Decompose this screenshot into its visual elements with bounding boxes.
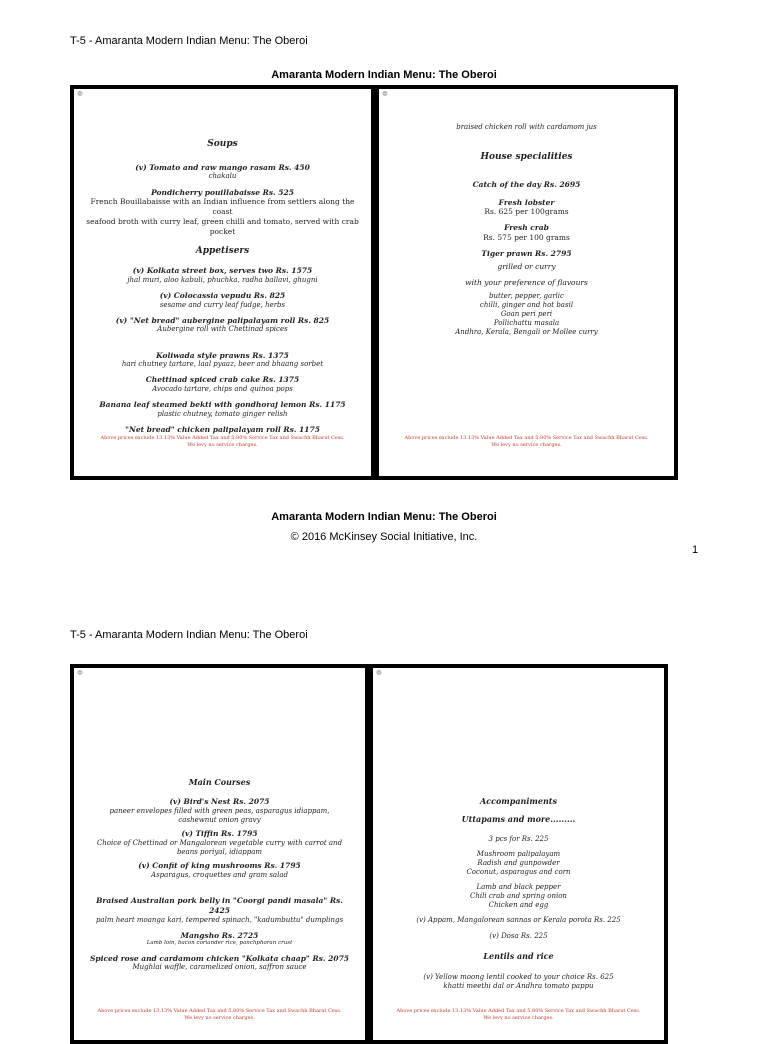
uttapam-option: Coconut, asparagus and corn xyxy=(466,868,571,877)
section-heading-appetisers: Appetisers xyxy=(195,246,250,257)
dish-description: hari chutney tartare, laal pyaaz, beer and bhaang sorbet xyxy=(121,360,324,369)
dish-description: cashewnut onion gravy xyxy=(178,816,261,825)
flower-icon: ❁ xyxy=(382,90,388,98)
document-title: Amaranta Modern Indian Menu: The Oberoi xyxy=(271,69,497,81)
price-footnote xyxy=(381,1008,656,1022)
section-heading-soups: Soups xyxy=(207,139,238,149)
dish-description: sesame and curry leaf fudge, herbs xyxy=(159,300,286,309)
dish-description: jhal muri, aloo kabuli, phuchka, radha ballavi, ghugni xyxy=(127,275,318,284)
menu-panel-main-courses xyxy=(70,664,369,1044)
dish-title: (v) Bird's Nest Rs. 2075 xyxy=(169,797,270,807)
dish-description: seafood broth with curry leaf, green chilli and tomato, served with crab pocket xyxy=(86,216,359,236)
menu-panel-soups-appetisers xyxy=(70,85,375,480)
dish-title: Tiger prawn Rs. 2795 xyxy=(481,248,572,258)
dish-description: Aubergine roll with Chettinad spices xyxy=(157,325,288,334)
dish-description: grilled or curry xyxy=(497,262,556,272)
dish-title: Mangsho Rs. 2725 xyxy=(180,930,259,940)
price-footnote xyxy=(82,435,363,449)
dish-title: (v) Tomato and raw mango rasam Rs. 450 xyxy=(135,162,310,172)
footer-title: Amaranta Modern Indian Menu: The Oberoi xyxy=(271,511,497,523)
dish-title: Spiced rose and cardamom chicken "Kolkata chaap" Rs. 2075 xyxy=(89,953,350,963)
dish-title: (v) Yellow moong lentil cooked to your choice Rs. 625 xyxy=(423,973,614,982)
flower-icon: ❁ xyxy=(77,90,83,98)
dish-description: Asparagus, croquettes and gram salad xyxy=(151,871,288,880)
dish-title: Chettinad spiced crab cake Rs. 1375 xyxy=(145,375,300,385)
subheading-uttapams: Uttapams and more......... xyxy=(461,814,576,825)
footnote-line: We levy no service charges. xyxy=(491,441,562,448)
dish-description: braised chicken roll with cardamom jus xyxy=(456,123,597,131)
dish-title: (v) Appam, Mangalorean sannas or Kerala porota Rs. 225 xyxy=(416,916,621,925)
dish-title: (v) "Net bread" aubergine palipalayam roll Rs. 825 xyxy=(115,315,330,325)
footnote-line: We levy no service charges. xyxy=(184,1014,255,1021)
dish-title: Fresh crab xyxy=(504,223,549,233)
dish-description: paneer envelopes filled with green peas, asparagus idiappam, xyxy=(109,807,330,816)
dish-title: Pondicherry pouillabaisse Rs. 525 xyxy=(151,187,294,197)
footnote-line: Above prices exclude 13.13% Value Added Tax and 5.80% Service Tax and Swachh Bharat Cess. xyxy=(404,435,649,441)
dish-title: Braised Australian pork belly in "Coorgi pandi masala" Rs. 2425 xyxy=(96,896,343,915)
dish-title: (v) Dosa Rs. 225 xyxy=(489,931,548,940)
flavour-option: Andhra, Kerala, Bengali or Mollee curry xyxy=(455,328,598,337)
footnote-line: Above prices exclude 13.13% Value Added Tax and 5.80% Service Tax and Swachh Bharat Cess. xyxy=(97,1008,342,1014)
price-note: 3 pcs for Rs. 225 xyxy=(488,834,549,843)
dish-title: Banana leaf steamed bekti with gondhoraj lemon Rs. 1175 xyxy=(99,400,346,410)
flavour-option: chilli, ginger and hot basil xyxy=(479,300,574,309)
price-footnote xyxy=(387,435,666,449)
footnote-line: Above prices exclude 13.13% Value Added Tax and 5.80% Service Tax and Swachh Bharat Cess. xyxy=(100,435,345,441)
dish-title: (v) Confit of king mushrooms Rs. 1795 xyxy=(138,861,301,871)
dish-title: Catch of the day Rs. 2695 xyxy=(472,179,581,189)
flavour-option: Goan peri peri xyxy=(500,309,553,318)
page-header: T-5 - Amaranta Modern Indian Menu: The Oberoi xyxy=(70,629,308,641)
dish-description: Mughlai waffle, caramelized onion, saffron sauce xyxy=(132,963,307,972)
flavour-option: Pollichattu masala xyxy=(493,319,560,328)
footnote-line: Above prices exclude 13.13% Value Added Tax and 5.80% Service Tax and Swachh Bharat Cess. xyxy=(396,1008,641,1014)
flavours-note: with your preference of flavours xyxy=(465,278,588,288)
section-heading-accompaniments: Accompaniments xyxy=(480,796,557,806)
dish-description: khatti meethi dal or Andhra tomato pappu xyxy=(443,982,594,991)
dish-title: (v) Tiffin Rs. 1795 xyxy=(181,829,258,839)
dish-title: (v) Kolkata street box, serves two Rs. 1575 xyxy=(132,265,313,275)
uttapam-option: Chili crab and spring onion xyxy=(470,892,567,901)
uttapam-option: Chicken and egg xyxy=(488,901,549,910)
flavour-option: butter, pepper, garlic xyxy=(489,291,564,300)
dish-description: Lamb loin, bacon coriander rice, panchphoran crust xyxy=(146,940,293,947)
section-heading-main-courses: Main Courses xyxy=(188,777,251,787)
dish-description: Avocado tartare, chips and quinoa pops xyxy=(152,385,293,394)
dish-description: Rs. 625 per 100grams xyxy=(484,207,569,217)
dish-title: Koliwada style prawns Rs. 1375 xyxy=(156,350,289,360)
uttapam-option: Radish and gunpowder xyxy=(477,858,560,867)
section-heading-house-specialities: House specialities xyxy=(480,152,573,163)
dish-description: Choice of Chettinad or Mangalorean vegetable curry with carrot and xyxy=(96,839,343,848)
dish-title: (v) Colocassia vepudu Rs. 825 xyxy=(159,290,286,300)
dish-title: Fresh lobster xyxy=(498,197,555,207)
dish-title: "Net bread" chicken palipalayam roll Rs. 1175 xyxy=(125,425,320,435)
uttapam-option: Mushroom palipalayam xyxy=(476,849,561,858)
section-heading-lentils-rice: Lentils and rice xyxy=(483,950,554,961)
page-header: T-5 - Amaranta Modern Indian Menu: The Oberoi xyxy=(70,35,308,47)
dish-description: beans poriyal, idiappam xyxy=(176,848,263,857)
footnote-line: We levy no service charges. xyxy=(483,1014,554,1021)
dish-description: plastic chutney, tomato ginger relish xyxy=(157,409,288,418)
footnote-line: We levy no service charges. xyxy=(187,441,258,448)
price-footnote xyxy=(82,1008,357,1022)
dish-description: palm heart moanga kari, tempered spinach, "kadumbuttu" dumplings xyxy=(95,915,344,924)
dish-description: French Bouillabaisse with an Indian influence from settlers along the coast xyxy=(90,197,355,217)
uttapam-option: Lamb and black pepper xyxy=(476,883,561,892)
page-number: 1 xyxy=(692,544,699,556)
flower-icon: ❁ xyxy=(376,669,382,677)
dish-description: Rs. 575 per 100 grams xyxy=(483,232,570,242)
copyright: © 2016 McKinsey Social Initiative, Inc. xyxy=(290,531,478,543)
menu-panel-accompaniments xyxy=(369,664,668,1044)
menu-panel-house-specialities xyxy=(375,85,678,480)
flower-icon: ❁ xyxy=(77,669,83,677)
dish-description: chakalu xyxy=(208,172,237,181)
